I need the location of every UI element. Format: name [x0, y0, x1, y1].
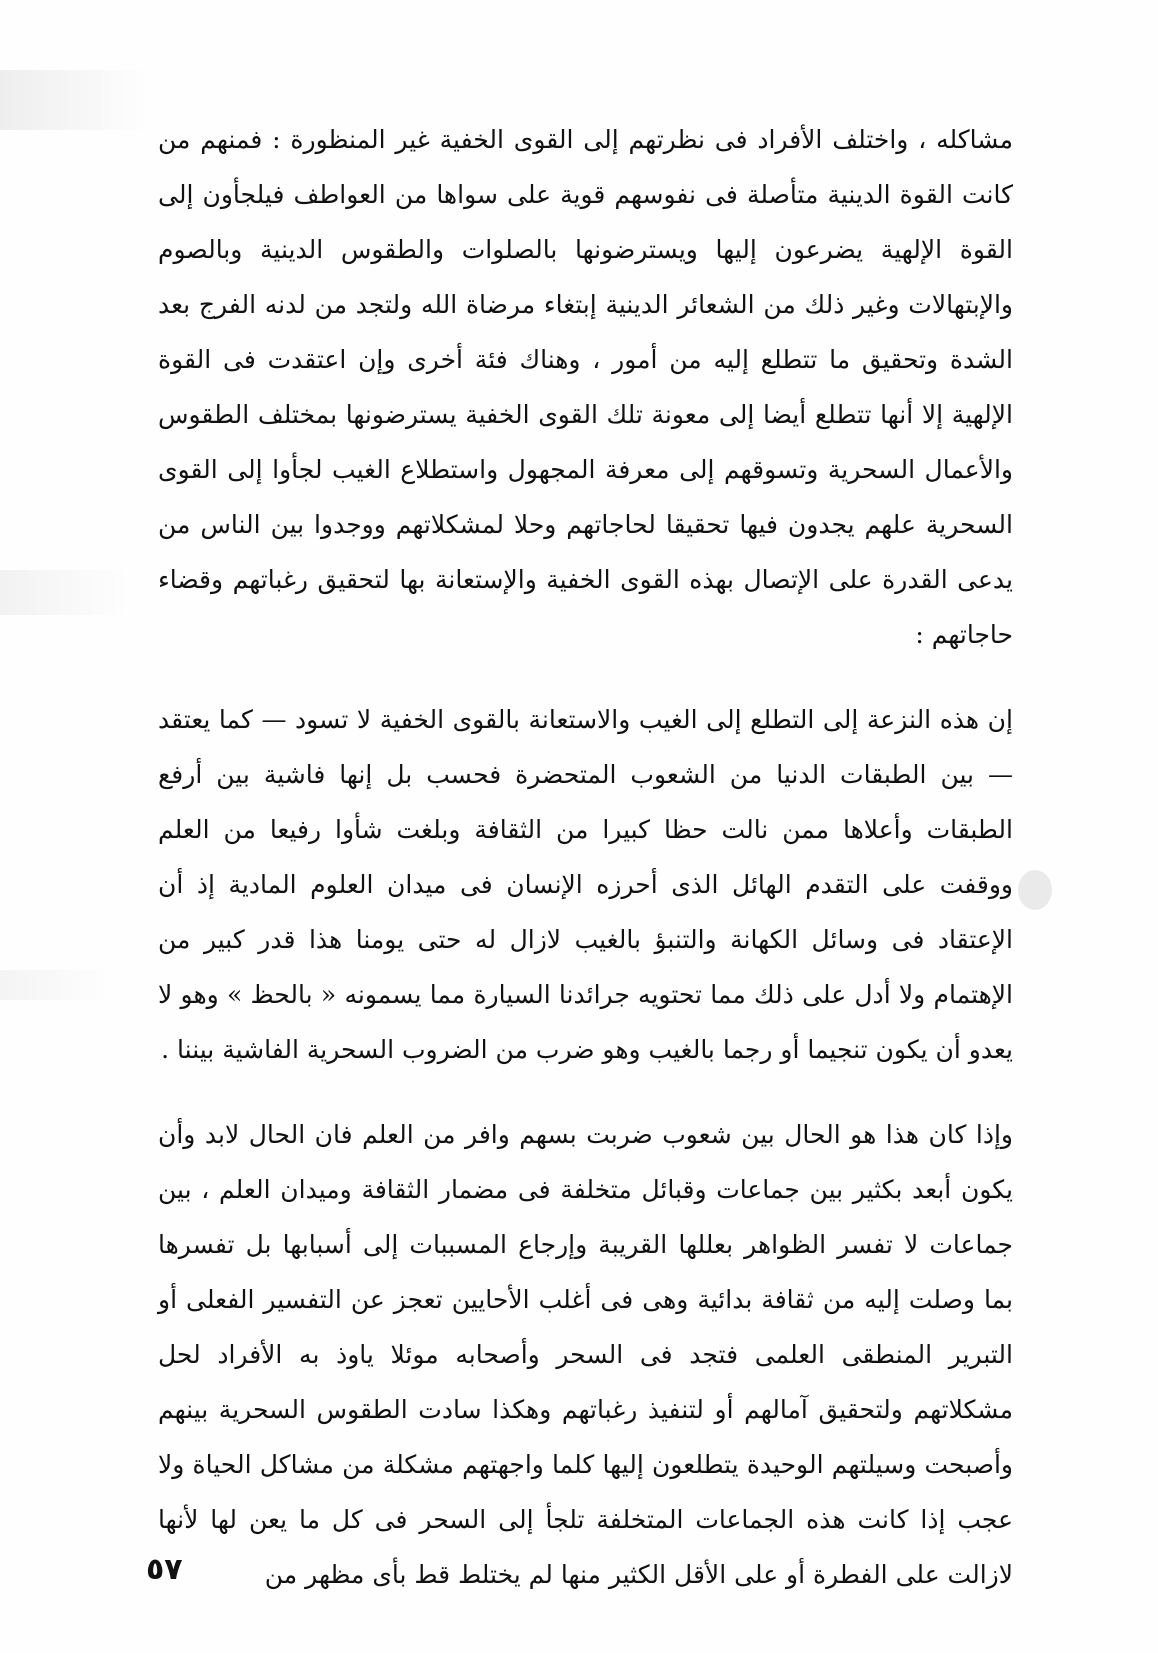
scan-artifact — [1018, 870, 1052, 910]
scan-artifact — [0, 70, 150, 130]
scan-artifact — [0, 970, 110, 1000]
scan-artifact — [0, 570, 130, 615]
paragraph: وإذا كان هذا هو الحال بين شعوب ضربت بسهم وافر من العلم فان الحال لابد وأن يكون أبعد بكثير بين جماعات وقبائل متخلفة فى مضمار الثقافة وميدان العلم ، بين جماعات لا تفسر الظواهر بعللها القريبة وإرجاع المسببات إلى أسبابها بل تفسرها بما وصلت إليه من ثقافة بدائية وهى فى أغلب الأحايين تعجز عن التفسير الفعلى أو التبرير المنطقى العلمى فتجد فى السحر وأصحابه موئلا ياوذ به الأفراد لحل مشكلاتهم ولتحقيق آمالهم أو لتنفيذ رغباتهم وهكذا سادت الطقوس السحرية بينهم وأصبحت وسيلتهم الوحيدة يتطلعون إليها كلما واجهتهم مشكلة من مشاكل الحياة ولا عجب إذا كانت هذه الجماعات المتخلفة تلجأ إلى السحر فى كل ما يعن لها لأنها لازالت على الفطرة أو على الأقل الكثير منها لم يختلط قط بأى مظهر من — [158, 1120, 1013, 1589]
paragraph: مشاكله ، واختلف الأفراد فى نظرتهم إلى القوى الخفية غير المنظورة : فمنهم من كانت القوة الدينية متأصلة فى نفوسهم قوية على سواها من العواطف فيلجأون إلى القوة الإلهية يضرعون إليها ويسترضونها بالصلوات والطقوس الدينية وبالصوم والإبتهالات وغير ذلك من الشعائر الدينية إبتغاء مرضاة الله ولتجد من لدنه الفرج بعد الشدة وتحقيق ما تتطلع إليه من أمور ، وهناك فئة أخرى وإن اعتقدت فى القوة الإلهية إلا أنها تتطلع أيضا إلى معونة تلك القوى الخفية يسترضونها بمختلف الطقوس والأعمال السحرية وتسوقهم إلى معرفة المجهول واستطلاع الغيب لجأوا إلى القوى السحرية علهم يجدون فيها تحقيقا لحاجاتهم وحلا لمشكلاتهم ووجدوا بين الناس من يدعى القدرة على الإتصال بهذه القوى الخفية والإستعانة بها لتحقيق رغباتهم وقضاء حاجاتهم : — [158, 125, 1013, 649]
body-text — [158, 112, 1013, 1602]
page-number: ٥٧ — [146, 1552, 183, 1587]
paragraph: إن هذه النزعة إلى التطلع إلى الغيب والاستعانة بالقوى الخفية لا تسود — كما يعتقد — بين الطبقات الدنيا من الشعوب المتحضرة فحسب بل إنها فاشية بين أرفع الطبقات وأعلاها ممن نالت حظا كبيرا من الثقافة وبلغت شأوا رفيعا من العلم ووقفت على التقدم الهائل الذى أحرزه الإنسان فى ميدان العلوم المادية إذ أن الإعتقاد فى وسائل الكهانة والتنبؤ بالغيب لازال له حتى يومنا هذا قدر كبير من الإهتمام ولا أدل على ذلك مما تحتويه جرائدنا السيارة مما يسمونه « بالحظ » وهو لا يعدو أن يكون تنجيما أو رجما بالغيب وهو ضرب من الضروب السحرية الفاشية بيننا . — [158, 705, 1013, 1064]
